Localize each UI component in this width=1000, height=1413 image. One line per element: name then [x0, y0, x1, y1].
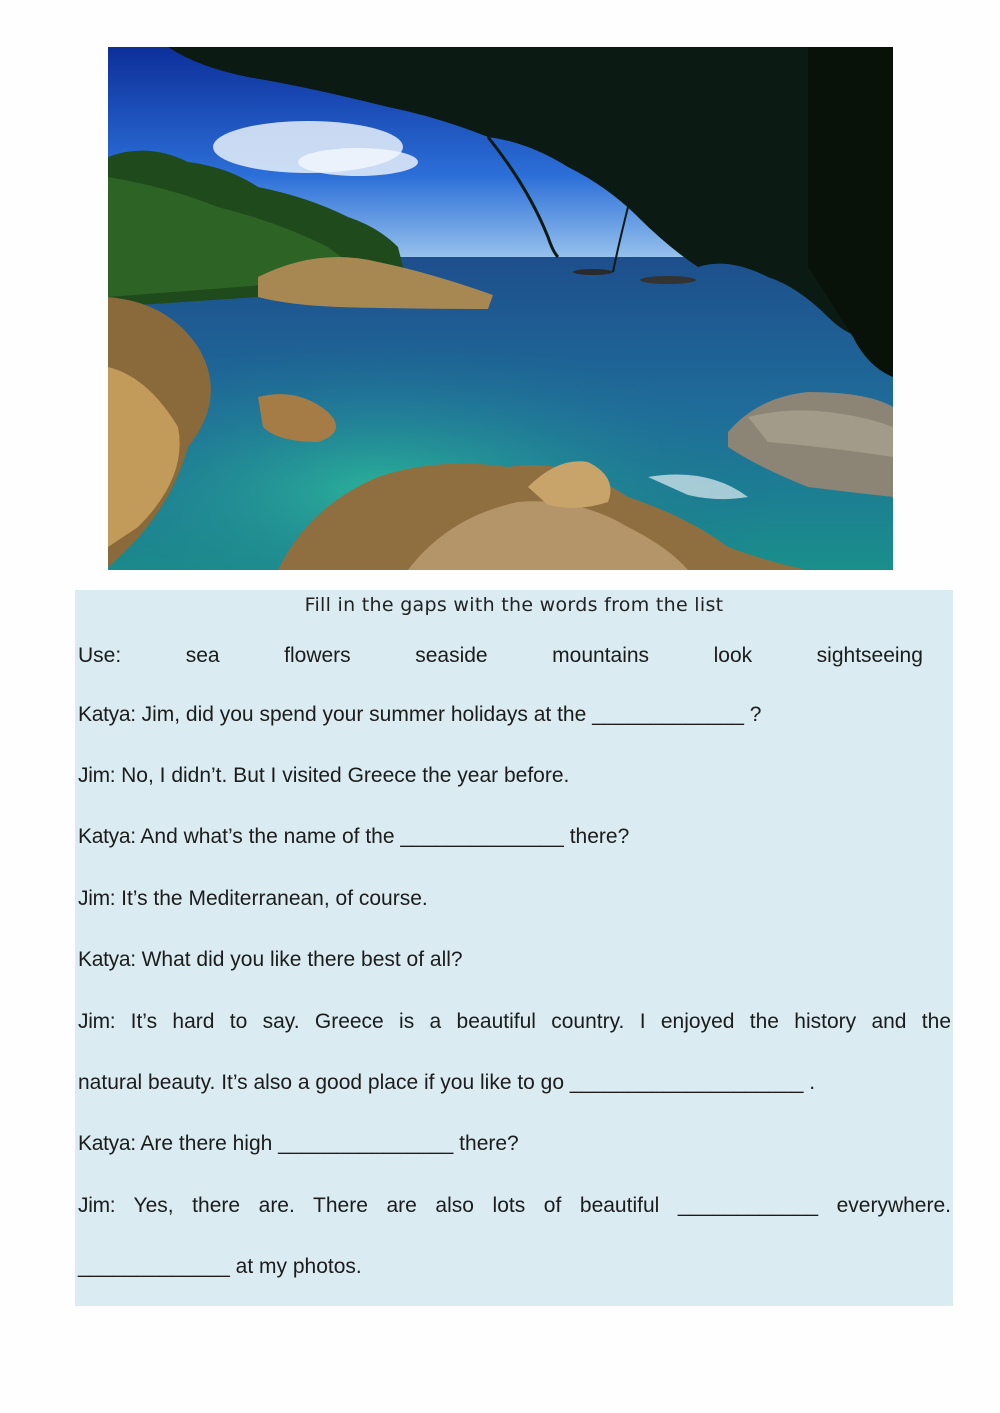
dialogue-line — [78, 948, 951, 972]
dialogue-text: No, I didn’t. But I visited Greece the year before. — [115, 764, 570, 787]
dialogue-line — [78, 764, 951, 788]
dialogue-text: Are there high _______________ there? — [135, 1132, 519, 1155]
word-list-item: mountains — [552, 644, 650, 667]
word-list-item: look — [713, 644, 753, 667]
speaker-label: Jim: — [78, 764, 116, 787]
dialogue-line — [78, 887, 951, 911]
coastal-landscape-photo — [108, 47, 893, 570]
dialogue-text: Jim, did you spend your summer holidays at the _____________ ? — [135, 703, 762, 726]
speaker-label: Katya: — [78, 1132, 136, 1155]
speaker-label: Katya: — [78, 703, 136, 726]
dialogue-text: natural beauty. It’s also a good place if you like to go ____________________ . — [78, 1071, 816, 1094]
dialogue-line-continuation — [78, 1255, 951, 1279]
speaker-label: Jim: — [78, 887, 116, 910]
dialogue-text: It’s the Mediterranean, of course. — [115, 887, 428, 910]
dialogue-line — [78, 825, 951, 849]
speaker-label: Jim: — [78, 1010, 116, 1033]
speaker-label: Katya: — [78, 825, 136, 848]
word-list-label: Use: — [78, 644, 122, 667]
dialogue-text: _____________ at my photos. — [78, 1255, 362, 1278]
dialogue-line — [78, 1132, 951, 1156]
dialogue-line — [78, 703, 951, 727]
word-list-item: seaside — [415, 644, 488, 667]
word-list-item: sea — [185, 644, 220, 667]
exercise-instructions: Fill in the gaps with the words from the list — [304, 594, 724, 616]
dialogue-text: And what’s the name of the ______________ there? — [135, 825, 630, 848]
dialogue-text: It’s hard to say. Greece is a beautiful country. I enjoyed the history and the — [115, 1010, 951, 1033]
dialogue-line — [78, 1194, 951, 1218]
word-list — [78, 644, 923, 668]
speaker-label: Jim: — [78, 1194, 116, 1217]
exercise-panel — [75, 590, 953, 1306]
word-list-item: sightseeing — [816, 644, 923, 667]
speaker-label: Katya: — [78, 948, 136, 971]
dialogue-text: What did you like there best of all? — [135, 948, 463, 971]
dialogue-line-continuation — [78, 1071, 951, 1095]
dialogue-line — [78, 1010, 951, 1034]
word-list-item: flowers — [284, 644, 351, 667]
dialogue-text: Yes, there are. There are also lots of beautiful ____________ everywhere. — [115, 1194, 951, 1217]
